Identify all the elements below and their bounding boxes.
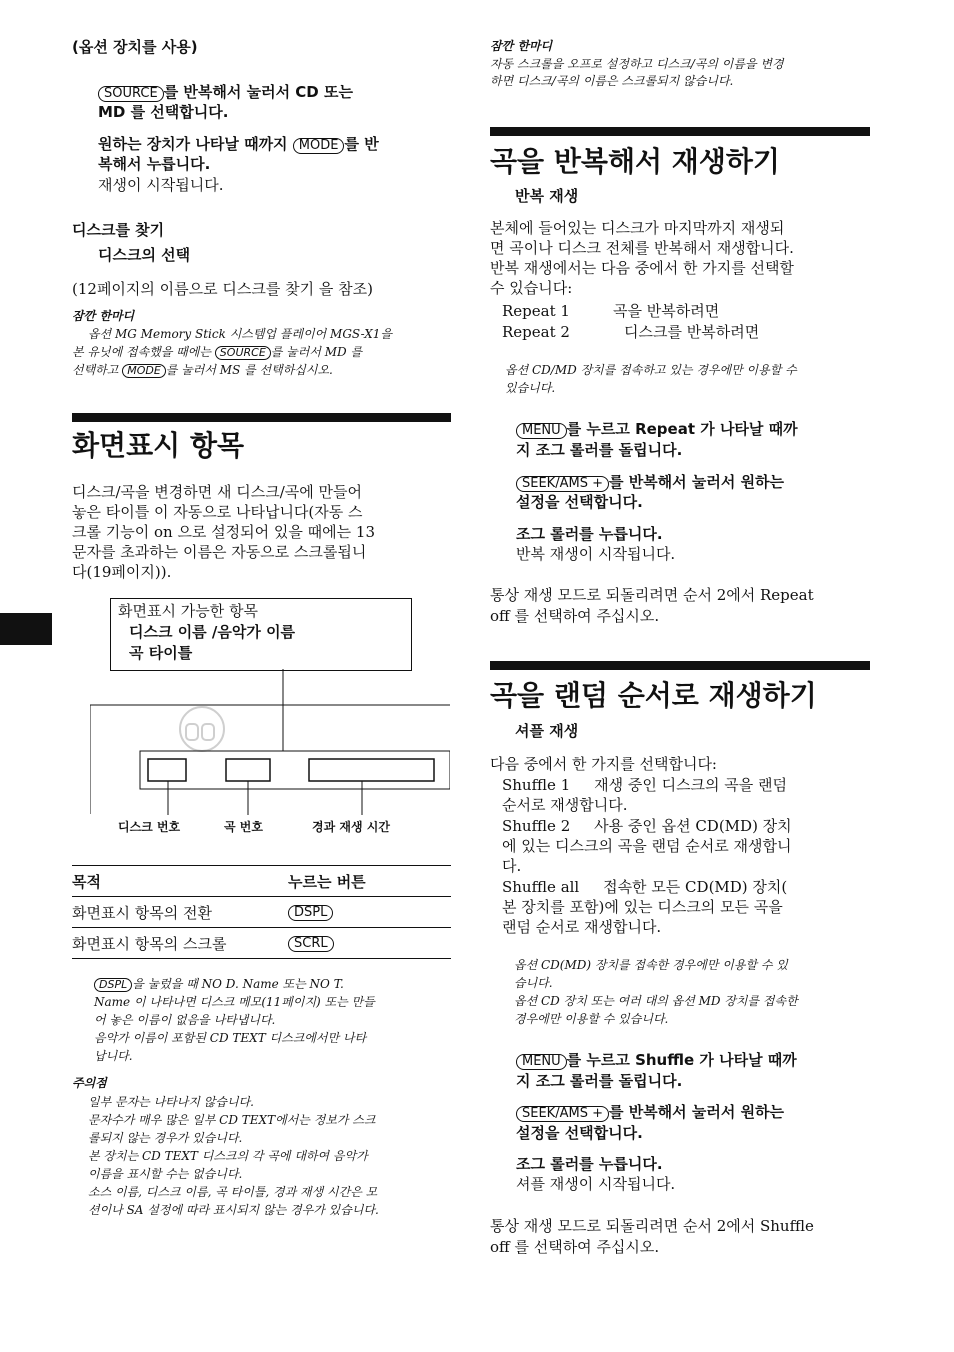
mode-button[interactable]: MODE [293,138,345,154]
shuffle-1-cont: 순서로 재생합니다. [502,796,628,814]
box-item-track-title: 곡 타이틀 [129,644,193,662]
shuffle-note: 옵션 CD 장치 또는 여러 대의 옵션 MD 장치를 접속한 [514,994,798,1008]
shuffle-2: Shuffle 2 사용 중인 옵션 CD(MD) 장치 [502,817,792,835]
note-line: Name 이 나타나면 디스크 메모(11페이지) 또는 만들 [94,995,375,1009]
shuffle-1: Shuffle 1 재생 중인 디스크의 곡을 랜덤 [502,776,788,794]
note-line: DSPL 을 눌렀을 때 NO D. Name 또는 NO T. [94,975,344,993]
box-title: 화면표시 가능한 항목 [118,602,258,620]
table-header-button: 누르는 버튼 [288,873,366,891]
tip-line: 선택하고 MODE 를 눌러서 MS 를 선택하십시오. [72,363,333,377]
table-header-purpose: 목적 [72,873,101,891]
shuffle-note: 경우에만 이용할 수 있습니다. [514,1012,669,1026]
repeat-step-3: 조그 롤러를 누릅니다. [516,525,663,543]
shuffle-cancel-note: off 를 선택하여 주십시오. [490,1238,660,1256]
source-button[interactable]: SOURCE [98,86,164,102]
display-items-box [110,598,412,671]
note-line: 납니다. [94,1049,133,1063]
section-rule [490,127,870,136]
disc-number-segment [148,759,186,781]
repeat-step-2: SEEK/AMS + 를 반복해서 눌러서 원하는 [516,472,784,492]
display-paragraph: 디스크/곡을 변경하면 새 디스크/곡에 만들어 놓은 타이틀 이 자동으로 나타납니다(자동 스 크롤 기능이 on 으로 설정되어 있을 때에는 13 문자를 초과하는 이름은 자동으로 스크롤됩니 다(19페이지)). [72,483,375,581]
repeat-step-3-result: 반복 재생이 시작됩니다. [516,545,676,563]
shuffle-2-cont: 에 있는 디스크의 곡을 랜덤 순서로 재생합니 [502,837,792,855]
note-line: 음악가 이름이 포함된 CD TEXT 디스크에서만 나타 [94,1031,367,1045]
tip-line: 하면 디스크/곡의 이름은 스크롤되지 않습니다. [490,74,734,88]
repeat-cancel-note: 통상 재생 모드로 되돌리려면 순서 2에서 Repeat [490,586,814,604]
seek-ams-plus-button[interactable]: SEEK/AMS + [516,476,609,492]
dspl-button[interactable]: DSPL [288,905,333,921]
step-1: SOURCE 를 반복해서 눌러서 CD 또는 [98,82,353,102]
shuffle-all-cont: 랜덤 순서로 재생합니다. [502,918,662,936]
box-item-disc-artist: 디스크 이름 /음악가 이름 [129,623,296,641]
repeat-cancel-note: off 를 선택하여 주십시오. [490,607,660,625]
tip-line: 본 유닛에 접속했을 때에는 SOURCE 를 눌러서 MD 를 [72,345,363,359]
tip-line: 자동 스크롤을 오프로 설정하고 디스크/곡의 이름을 변경 [490,57,784,71]
repeat-step-2-cont: 설정을 선택합니다. [516,493,643,511]
optional-device-heading: (옵션 장치를 사용) [72,38,198,56]
page-reference: (12페이지의 이름으로 디스크를 찾기 을 참조) [72,280,373,298]
elapsed-time-segment [309,759,434,781]
menu-button[interactable]: MENU [516,423,567,439]
label-disc-number: 디스크 번호 [118,820,181,834]
seek-ams-plus-button[interactable]: SEEK/AMS + [516,1106,609,1122]
tip-heading: 잠깐 한마디 [72,309,135,323]
shuffle-intro: 다음 중에서 한 가지를 선택합니다: [490,755,717,773]
section-title-shuffle: 곡을 랜덤 순서로 재생하기 [490,679,817,712]
disc-select-heading: 디스크의 선택 [98,246,191,264]
step-2: 원하는 장치가 나타날 때까지 MODE 를 반 [98,135,379,153]
shuffle-cancel-note: 통상 재생 모드로 되돌리려면 순서 2에서 Shuffle [490,1217,814,1235]
step-1-cont: MD 를 선택합니다. [98,103,229,121]
tip-heading-right: 잠깐 한마디 [490,39,553,53]
label-track-number: 곡 번호 [224,820,263,834]
shuffle-step-2-cont: 설정을 선택합니다. [516,1124,643,1142]
shuffle-subheading: 셔플 재생 [515,722,579,740]
repeat-note: 옵션 CD/MD 장치를 접속하고 있는 경우에만 이용할 수 [505,363,797,377]
table-row: 화면표시 항목의 스크롤 SCRL [72,928,451,959]
label-elapsed-time: 경과 재생 시간 [312,820,390,834]
shuffle-note: 옵션 CD(MD) 장치를 접속한 경우에만 이용할 수 있 [514,958,788,972]
menu-button[interactable]: MENU [516,1054,567,1070]
repeat-1-key: Repeat 1 [502,302,570,320]
shuffle-step-1: MENU 를 누르고 Shuffle 가 나타날 때까 [516,1050,797,1070]
section-rule [72,413,451,422]
display-diagram [90,669,450,819]
repeat-1-desc: 곡을 반복하려면 [613,302,720,320]
caution-heading: 주의점 [72,1076,107,1090]
dspl-button-small[interactable]: DSPL [94,978,132,992]
caution-list: 일부 문자는 나타나지 않습니다. 문자수가 매우 많은 일부 CD TEXT에서는 정보가 스크 롤되지 않는 경우가 있습니다. 본 장치는 CD TEXT 디스크의 각 곡에 대하여 음악가 이름을 표시할 수는 없습니다. 소스 이름, 디스크 이름, 곡 타이틀, 경과 재생 시간은 모 션이나 SA 설정에 따라 표시되지 않는 경우가 있습니다. [88,1095,379,1217]
repeat-2-desc: 디스크를 반복하려면 [624,323,760,341]
repeat-subheading: 반복 재생 [515,187,579,205]
section-title-display-items: 화면표시 항목 [72,429,245,462]
shuffle-step-3: 조그 롤러를 누릅니다. [516,1155,663,1173]
repeat-step-1: MENU 를 누르고 Repeat 가 나타날 때까 [516,419,798,439]
shuffle-all: Shuffle all 접속한 모든 CD(MD) 장치( [502,878,788,896]
tip-line: 옵션 MG Memory Stick 시스템업 플레이어 MGS-X1을 [88,327,392,341]
repeat-note: 있습니다. [505,381,556,395]
table-row: 화면표시 항목의 전환 DSPL [72,897,451,928]
note-line: 어 놓은 이름이 없음을 나타냅니다. [94,1013,276,1027]
track-number-segment [226,759,270,781]
shuffle-all-cont: 본 장치를 포함)에 있는 디스크의 모든 곡을 [502,898,783,916]
button-table [72,865,451,959]
scrl-button[interactable]: SCRL [288,936,334,952]
mode-button-small[interactable]: MODE [122,364,166,378]
table-header [72,866,451,897]
repeat-paragraph: 본체에 들어있는 디스크가 마지막까지 재생되 면 곡이나 디스크 전체를 반복해서 재생합니다. 반복 재생에서는 다음 중에서 한 가지를 선택할 수 있습니다: [490,219,794,297]
shuffle-2-cont: 다. [502,857,522,875]
page-edge-tab [0,613,52,645]
section-title-repeat: 곡을 반복해서 재생하기 [490,145,780,178]
shuffle-step-1-cont: 지 조그 롤러를 돌립니다. [516,1072,683,1090]
step-2-cont: 복해서 누릅니다. [98,155,211,173]
repeat-2-key: Repeat 2 [502,323,570,341]
shuffle-note: 습니다. [514,976,553,990]
repeat-step-1-cont: 지 조그 롤러를 돌립니다. [516,441,683,459]
shuffle-step-3-result: 셔플 재생이 시작됩니다. [516,1175,676,1193]
step-2-result: 재생이 시작됩니다. [98,176,224,194]
find-disc-heading: 디스크를 찾기 [72,221,165,239]
section-rule [490,661,870,670]
shuffle-step-2: SEEK/AMS + 를 반복해서 눌러서 원하는 [516,1102,784,1122]
sa-logo-icon [180,707,224,751]
source-button-small[interactable]: SOURCE [215,346,271,360]
